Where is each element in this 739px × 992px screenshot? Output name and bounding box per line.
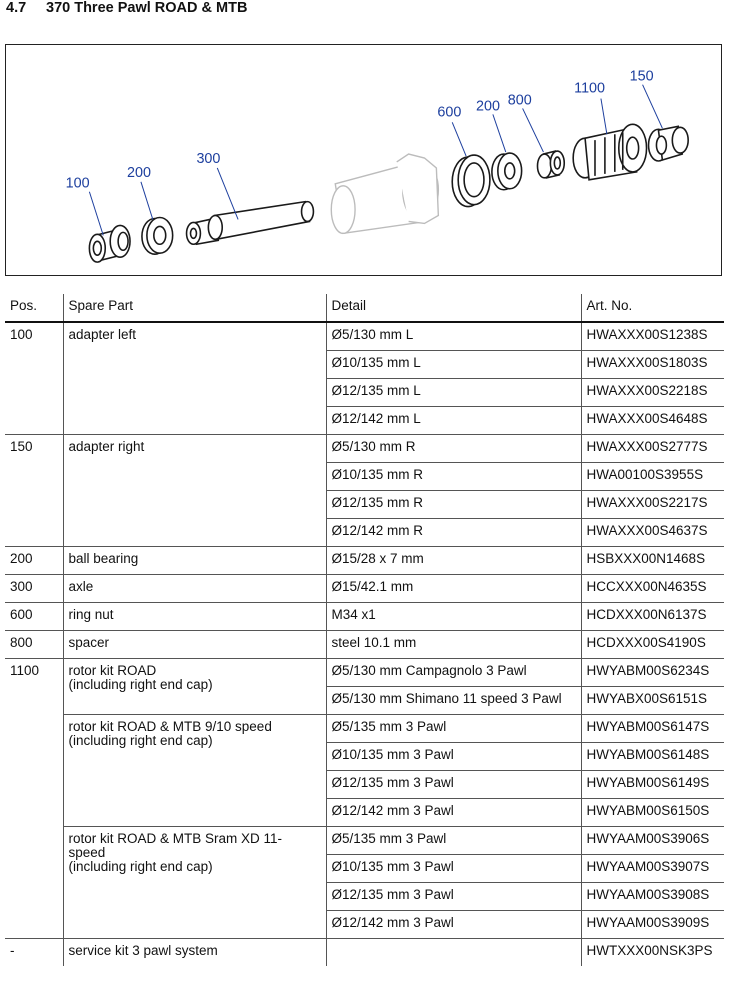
part-adapter-right	[649, 126, 689, 161]
header-detail: Detail	[326, 294, 581, 322]
spare-part-cell: spacer	[63, 631, 326, 659]
table-row	[5, 715, 724, 743]
art-no-cell: HWAXXX00S4648S	[581, 407, 724, 435]
detail-cell: Ø15/28 x 7 mm	[326, 547, 581, 575]
detail-cell: M34 x1	[326, 603, 581, 631]
pos-cell: 200	[5, 547, 63, 575]
art-no-cell: HCCXXX00N4635S	[581, 575, 724, 603]
detail-cell: Ø5/135 mm 3 Pawl	[326, 827, 581, 855]
detail-cell: Ø10/135 mm R	[326, 463, 581, 491]
detail-cell: Ø12/135 mm 3 Pawl	[326, 771, 581, 799]
detail-cell: Ø12/142 mm 3 Pawl	[326, 799, 581, 827]
art-no-cell: HWYAAM00S3907S	[581, 855, 724, 883]
spare-parts-table	[5, 294, 724, 966]
pos-cell: 800	[5, 631, 63, 659]
spare-part-cell: adapter left	[63, 322, 326, 435]
detail-cell: Ø12/142 mm 3 Pawl	[326, 911, 581, 939]
table-row	[5, 575, 724, 603]
part-axle	[187, 202, 314, 245]
art-no-cell: HWYABM00S6148S	[581, 743, 724, 771]
art-no-cell: HWAXXX00S1803S	[581, 351, 724, 379]
exploded-view-diagram	[5, 44, 722, 276]
art-no-cell: HWAXXX00S2217S	[581, 491, 724, 519]
table-row	[5, 659, 724, 687]
part-spacer	[537, 151, 564, 178]
table-row	[5, 322, 724, 351]
art-no-cell: HCDXXX00N6137S	[581, 603, 724, 631]
pos-cell: 100	[5, 322, 63, 435]
diagram-label-300: 300	[196, 150, 221, 167]
part-rotor	[573, 124, 646, 180]
art-no-cell: HWA00100S3955S	[581, 463, 724, 491]
art-no-cell: HWYABM00S6150S	[581, 799, 724, 827]
pos-cell: -	[5, 939, 63, 967]
detail-cell: Ø12/135 mm R	[326, 491, 581, 519]
spare-part-cell: ball bearing	[63, 547, 326, 575]
detail-cell: Ø12/142 mm L	[326, 407, 581, 435]
detail-cell: steel 10.1 mm	[326, 631, 581, 659]
art-no-cell: HWYAAM00S3909S	[581, 911, 724, 939]
detail-cell: Ø10/135 mm 3 Pawl	[326, 855, 581, 883]
art-no-cell: HCDXXX00S4190S	[581, 631, 724, 659]
art-no-cell: HWTXXX00NSK3PS	[581, 939, 724, 967]
spare-part-cell: ring nut	[63, 603, 326, 631]
pos-cell: 300	[5, 575, 63, 603]
detail-cell: Ø10/135 mm 3 Pawl	[326, 743, 581, 771]
table-row	[5, 631, 724, 659]
detail-cell	[326, 939, 581, 967]
exploded-view-svg	[6, 45, 721, 275]
art-no-cell: HWYABM00S6147S	[581, 715, 724, 743]
spare-part-cell: service kit 3 pawl system	[63, 939, 326, 967]
pos-cell: 600	[5, 603, 63, 631]
detail-cell: Ø12/142 mm R	[326, 519, 581, 547]
pos-cell: 150	[5, 435, 63, 547]
detail-cell: Ø5/135 mm 3 Pawl	[326, 715, 581, 743]
spare-part-cell: rotor kit ROAD (including right end cap)	[63, 659, 326, 715]
diagram-label-150: 150	[629, 68, 654, 85]
diagram-label-600: 600	[437, 104, 462, 121]
table-row	[5, 435, 724, 463]
section-title	[6, 0, 247, 16]
table-row	[5, 603, 724, 631]
detail-cell: Ø5/130 mm Shimano 11 speed 3 Pawl	[326, 687, 581, 715]
art-no-cell: HWYABM00S6234S	[581, 659, 724, 687]
art-no-cell: HWAXXX00S2777S	[581, 435, 724, 463]
table-row	[5, 547, 724, 575]
spare-part-cell: rotor kit ROAD & MTB Sram XD 11- speed (including right end cap)	[63, 827, 326, 939]
spare-part-cell: rotor kit ROAD & MTB 9/10 speed (including right end cap)	[63, 715, 326, 827]
detail-cell: Ø12/135 mm 3 Pawl	[326, 883, 581, 911]
art-no-cell: HWAXXX00S1238S	[581, 322, 724, 351]
part-bearing-right	[492, 153, 522, 190]
spare-part-cell: adapter right	[63, 435, 326, 547]
header-art-no: Art. No.	[581, 294, 724, 322]
art-no-cell: HSBXXX00N1468S	[581, 547, 724, 575]
diagram-label-200-left: 200	[127, 164, 152, 181]
detail-cell: Ø5/130 mm Campagnolo 3 Pawl	[326, 659, 581, 687]
diagram-label-1100: 1100	[574, 80, 606, 97]
header-pos: Pos.	[5, 294, 63, 322]
table-body	[5, 322, 724, 966]
header-spare-part: Spare Part	[63, 294, 326, 322]
section-heading: 370 Three Pawl ROAD & MTB	[46, 0, 248, 16]
art-no-cell: HWYABX00S6151S	[581, 687, 724, 715]
detail-cell: Ø5/130 mm R	[326, 435, 581, 463]
part-bearing-left	[142, 218, 173, 255]
art-no-cell: HWAXXX00S4637S	[581, 519, 724, 547]
part-adapter-left	[89, 225, 130, 262]
detail-cell: Ø5/130 mm L	[326, 322, 581, 351]
section-number: 4.7	[6, 0, 27, 16]
art-no-cell: HWYAAM00S3908S	[581, 883, 724, 911]
detail-cell: Ø15/42.1 mm	[326, 575, 581, 603]
pos-cell: 1100	[5, 659, 63, 939]
diagram-label-100: 100	[65, 175, 90, 192]
table-row	[5, 939, 724, 967]
detail-cell: Ø10/135 mm L	[326, 351, 581, 379]
table-header-row	[5, 294, 724, 322]
detail-cell: Ø12/135 mm L	[326, 379, 581, 407]
spare-part-cell: axle	[63, 575, 326, 603]
diagram-label-800: 800	[507, 92, 532, 109]
art-no-cell: HWYABM00S6149S	[581, 771, 724, 799]
hub-body-ghost	[331, 154, 438, 233]
diagram-label-200-right: 200	[476, 98, 500, 115]
table-row	[5, 827, 724, 855]
art-no-cell: HWYAAM00S3906S	[581, 827, 724, 855]
art-no-cell: HWAXXX00S2218S	[581, 379, 724, 407]
part-ring-nut	[452, 155, 490, 207]
